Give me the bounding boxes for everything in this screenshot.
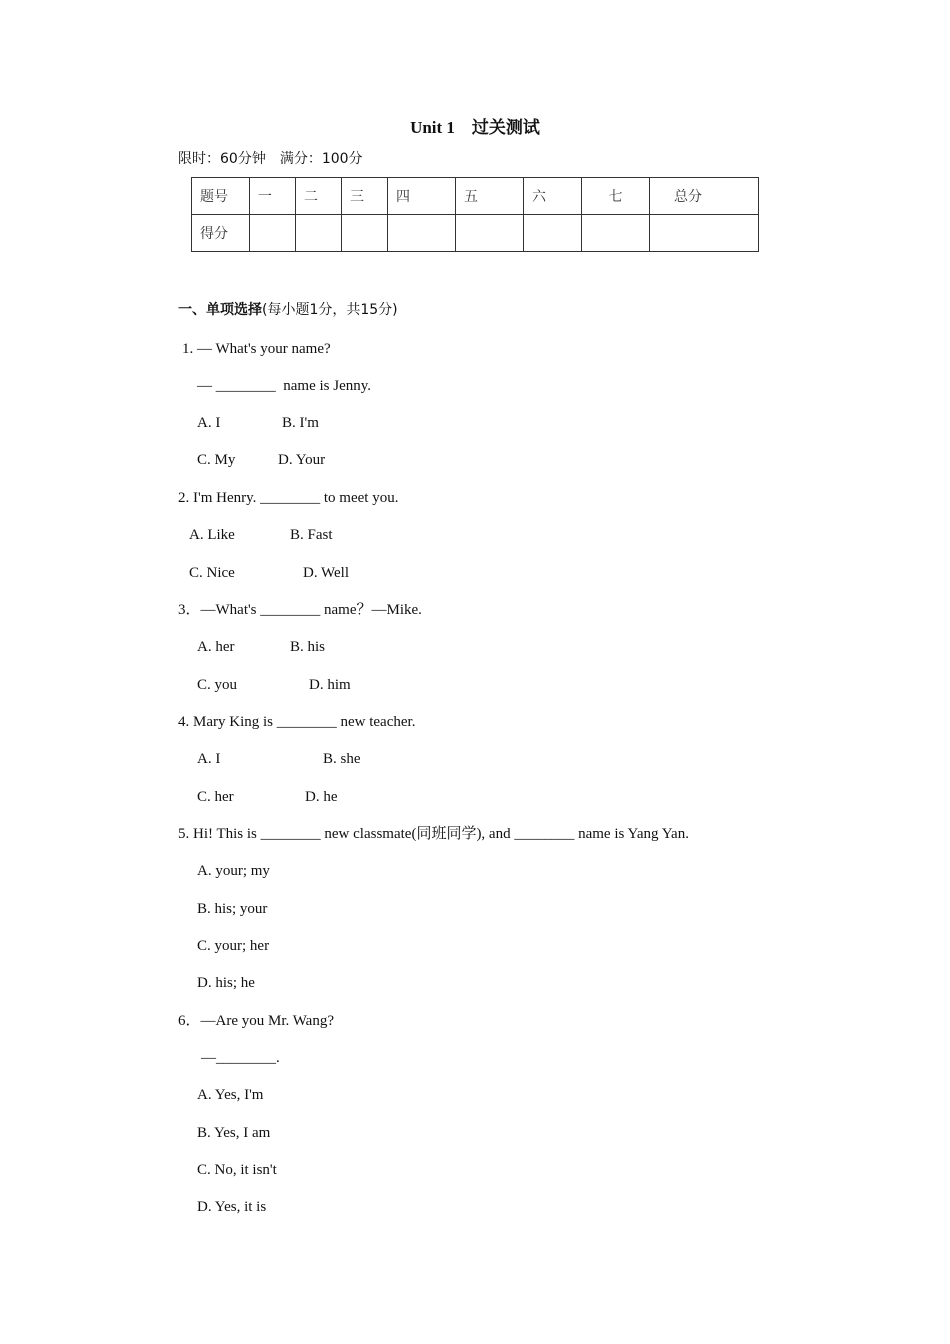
question-1-stem: 1. — What's your name? [182, 341, 331, 357]
score-table-header-row [192, 178, 759, 215]
header-cell: 题号 [192, 178, 250, 215]
question-3-option-c: C. you [197, 677, 238, 693]
question-4-stem: 4. Mary King is ________ new teacher. [178, 714, 416, 730]
question-6-option-d: D. Yes, it is [197, 1199, 267, 1215]
question-1-reply: — ________ name is Jenny. [197, 378, 372, 394]
question-1-option-b: B. I'm [282, 415, 319, 431]
question-2-option-a: A. Like [189, 527, 235, 543]
question-4-option-b: B. she [323, 751, 361, 767]
score-cell [650, 215, 759, 252]
page-title: Unit 1 过关测试 [410, 118, 540, 137]
section-note: (每小题1分，共15分) [262, 302, 398, 318]
question-1-option-a: A. I [197, 415, 221, 431]
score-cell [582, 215, 650, 252]
row-label: 得分 [192, 215, 250, 252]
score-cell [250, 215, 296, 252]
question-4-option-d: D. he [305, 789, 338, 805]
header-cell: 三 [342, 178, 388, 215]
score-cell [342, 215, 388, 252]
question-5-option-c: C. your; her [197, 938, 270, 954]
header-cell: 五 [456, 178, 524, 215]
score-table [191, 177, 759, 252]
question-3-option-b: B. his [290, 639, 326, 655]
question-1-option-c: C. My [197, 452, 236, 468]
question-5-option-b: B. his; your [197, 901, 268, 917]
header-cell: 二 [296, 178, 342, 215]
score-table-score-row [192, 215, 759, 252]
score-cell [296, 215, 342, 252]
question-3-stem: 3．—What's ________ name？—Mike. [178, 602, 422, 618]
header-cell: 四 [388, 178, 456, 215]
header-cell: 总分 [650, 178, 759, 215]
header-cell: 七 [582, 178, 650, 215]
question-5-option-d: D. his; he [197, 975, 255, 991]
question-5-stem: 5. Hi! This is ________ new classmate(同班同学), and ________ name is Yang Yan. [178, 826, 689, 842]
question-6-stem: 6．—Are you Mr. Wang? [178, 1013, 334, 1029]
question-3-option-a: A. her [197, 639, 235, 655]
question-6-option-c: C. No, it isn't [197, 1162, 277, 1178]
score-cell [524, 215, 582, 252]
header-cell: 六 [524, 178, 582, 215]
question-6-option-a: A. Yes, I'm [197, 1087, 264, 1103]
question-6-reply: —________. [201, 1050, 280, 1066]
question-2-stem: 2. I'm Henry. ________ to meet you. [178, 490, 399, 506]
score-cell [388, 215, 456, 252]
section-heading [178, 301, 398, 319]
time-and-score-limit: 限时：60分钟 满分：100分 [178, 151, 363, 167]
question-2-option-d: D. Well [303, 565, 350, 581]
question-4-option-a: A. I [197, 751, 221, 767]
question-2-option-b: B. Fast [290, 527, 333, 543]
question-1-option-d: D. Your [278, 452, 326, 468]
section-title: 一、单项选择 [178, 302, 262, 318]
question-3-option-d: D. him [309, 677, 351, 693]
question-5-option-a: A. your; my [197, 863, 270, 879]
question-4-option-c: C. her [197, 789, 234, 805]
question-2-option-c: C. Nice [189, 565, 235, 581]
question-6-option-b: B. Yes, I am [197, 1125, 271, 1141]
score-cell [456, 215, 524, 252]
header-cell: 一 [250, 178, 296, 215]
